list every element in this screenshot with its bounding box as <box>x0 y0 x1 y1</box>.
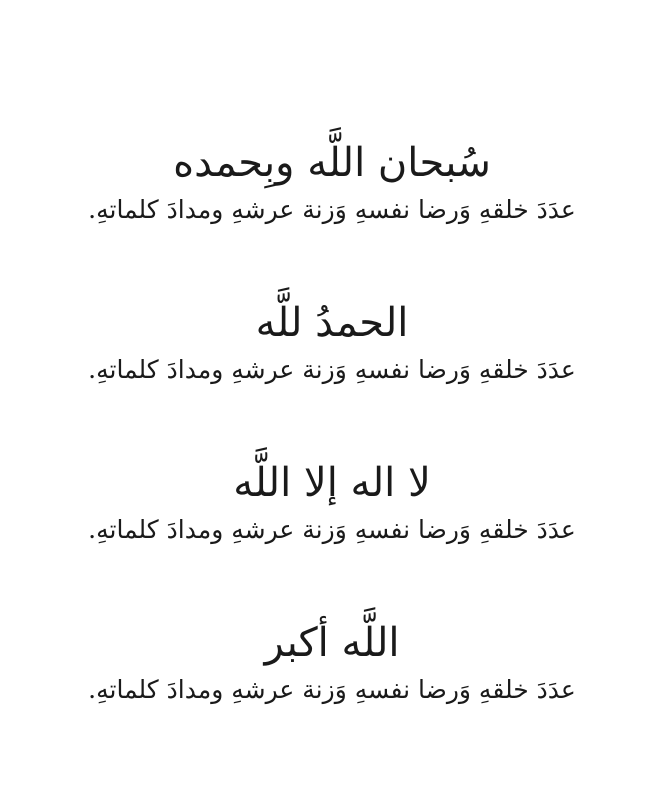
dhikr-subline: عدَدَ خلقهِ وَرضا نفسهِ وَزنة عرشهِ ومدادَ كلماتهِ. <box>88 675 576 704</box>
dhikr-heading: الحمدُ للَّه <box>255 300 409 346</box>
dhikr-heading: لا اله إلا اللَّه <box>233 460 431 506</box>
dhikr-subline: عدَدَ خلقهِ وَرضا نفسهِ وَزنة عرشهِ ومدادَ كلماتهِ. <box>88 355 576 384</box>
dhikr-block-alhamdulillah <box>0 296 664 388</box>
dhikr-heading: سُبحان اللَّه وبِحمده <box>173 140 491 186</box>
dhikr-subline: عدَدَ خلقهِ وَرضا نفسهِ وَزنة عرشهِ ومدادَ كلماتهِ. <box>88 515 576 544</box>
dhikr-subline: عدَدَ خلقهِ وَرضا نفسهِ وَزنة عرشهِ ومدادَ كلماتهِ. <box>88 195 576 224</box>
dhikr-block-subhanallah <box>0 136 664 228</box>
dhikr-heading: اللَّه أكبر <box>264 620 400 666</box>
dhikr-block-allahu-akbar <box>0 616 664 708</box>
dhikr-block-la-ilaha-illallah <box>0 456 664 548</box>
